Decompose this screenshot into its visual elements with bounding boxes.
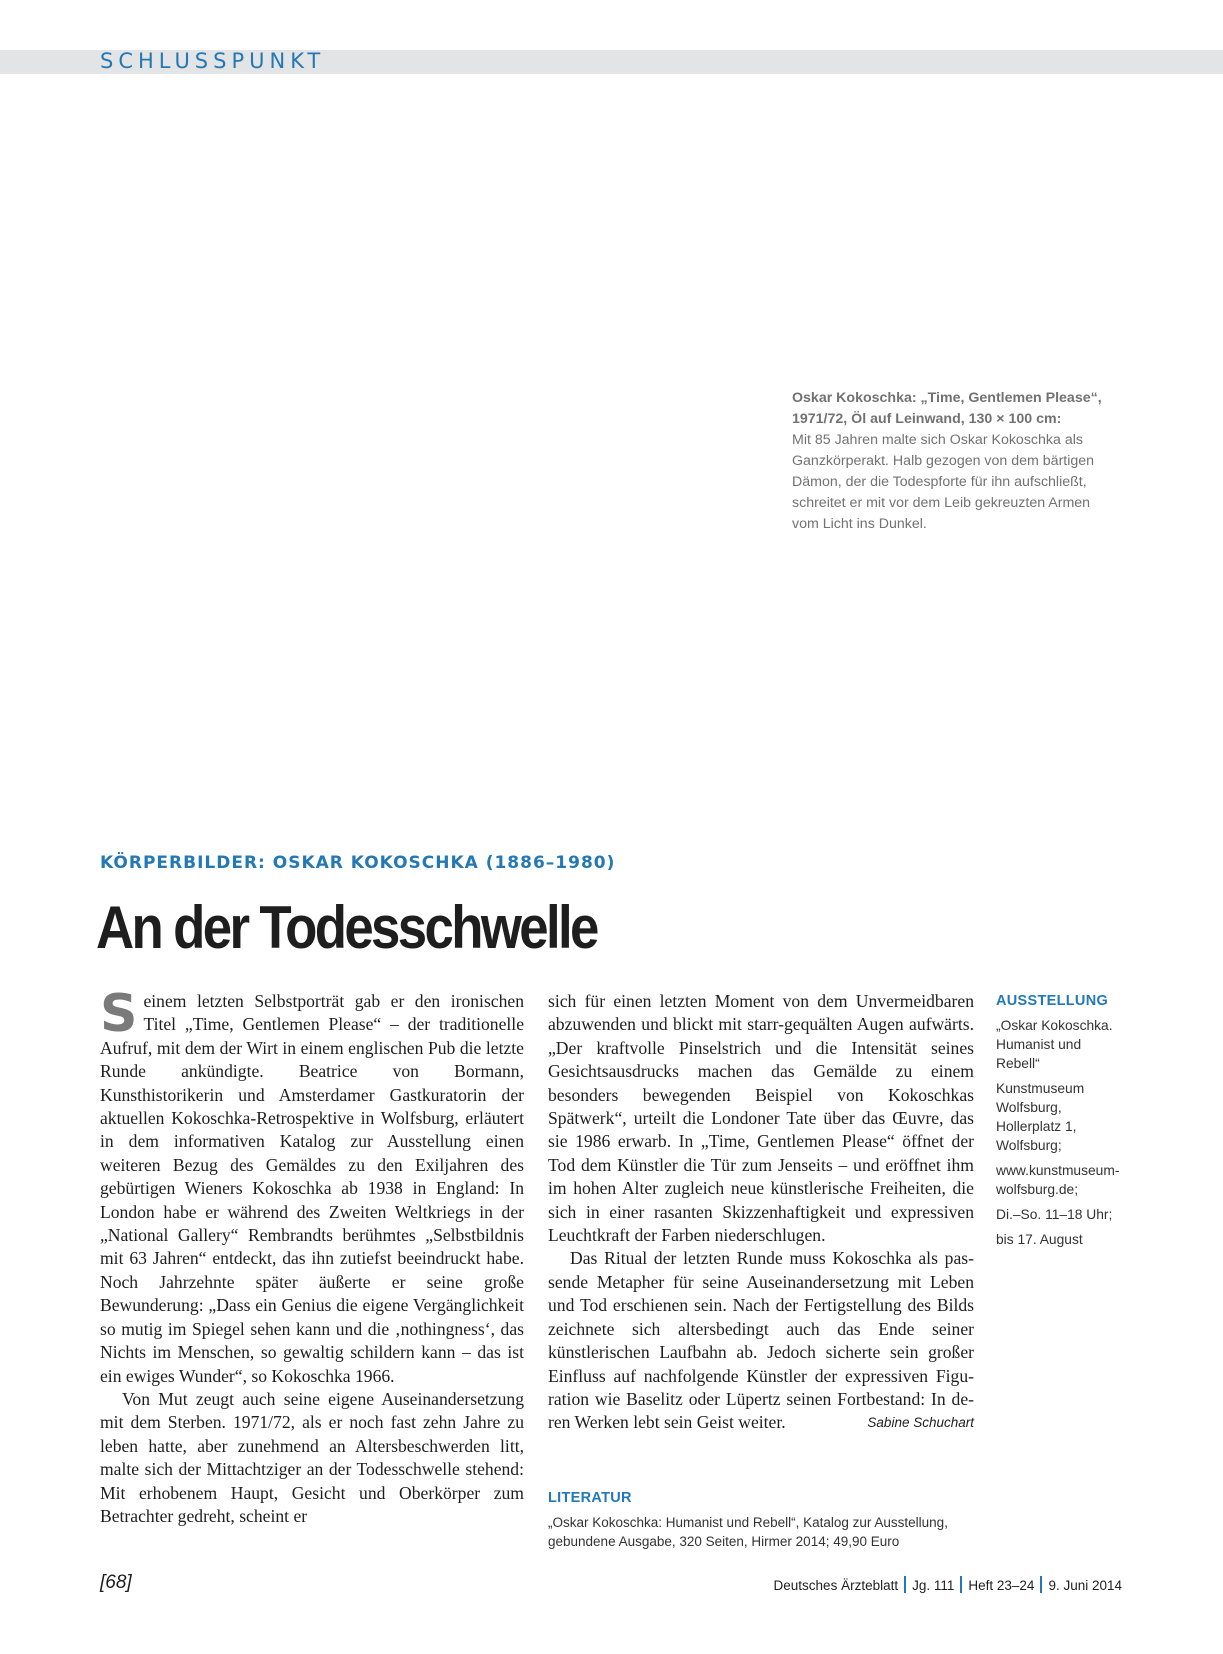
footer-citation bbox=[774, 1576, 1122, 1593]
article-column-2 bbox=[548, 990, 974, 1435]
journal-name: Deutsches Ärzteblatt bbox=[773, 1578, 899, 1593]
exhibition-website: www.kunstmuseum-wolfsburg.de; bbox=[996, 1163, 1120, 1197]
article-headline: An der Todesschwelle bbox=[96, 894, 597, 961]
page-number: [68] bbox=[100, 1572, 132, 1593]
paragraph-text: einem letzten Selbstporträt gab er den ironischen Titel „Time, Gentlemen Please“ – der traditionelle Aufruf, mit dem der Wirt in einem englischen Pub die letzte Runde ankündigte. Beatrice von Bormann, Kunsthistorikerin und Amsterdamer Gastkuratorin der aktuellen Kokoschka-Retrospektive in Wolfsburg, erläutert in dem informativen Katalog zur Ausstellung einen weiteren Bezug des Gemäldes zu den Exiljahren des gebürtigen Wieners Kokoschka ab 1938 in England: In London habe er während des Zweiten Weltkriegs in der „National Gallery“ Rembrandts berühmtes „Selbstbildnis mit 63 Jahren“ entdeckt, das ihn zutiefst beeindruckt habe. Noch Jahrzehnte später äußerte er seine große Bewunderung: „Dass ein Genius die eigene Vergänglichkeit so mutig im Spiegel sehen kann und die ‚nothingness‘, das Nichts im Menschen, so gewaltig schildern kann – das ist ein ewiges Wunder“, so Kokoschka 1966. bbox=[100, 991, 524, 1386]
caption-text: Mit 85 Jahren malte sich Oskar Kokoschka als Ganzkörperakt. Halb gezogen von dem bärtigen Dämon, der die Todespforte für ihn aufschließt, schreitet er mit vor dem Leib gekreuzten Armen vom Licht ins Dunkel. bbox=[792, 432, 1095, 532]
image-caption bbox=[792, 388, 1112, 535]
exhibition-end-date: bis 17. August bbox=[996, 1232, 1083, 1247]
paragraph-text: Das Ritual der letzten Runde muss Kokoschka als passende Metapher für seine Auseinandersetzung mit Leben und Tod erschienen sein. Nach der Fertigstellung des Bilds zeichnete sich altersbedingt auch das Ende seiner künstlerischen Laufbahn ab. Jedoch sicherte sein großer Einfluss auf nachfolgende Künstler der expressiven Figuration wie Baselitz oder Lüpertz seinen Fortbestand: In deren Werken lebt sein Geist weiter. bbox=[548, 1248, 974, 1433]
journal-volume: Jg. 111 bbox=[912, 1578, 955, 1593]
section-label: SCHLUSSPUNKT bbox=[100, 49, 326, 73]
footer-separator bbox=[960, 1576, 962, 1593]
journal-issue: Heft 23–24 bbox=[968, 1578, 1035, 1593]
article-column-1 bbox=[100, 984, 524, 1528]
article-paragraph: Von Mut zeugt auch seine eigene Auseinandersetzung mit dem Sterben. 1971/72, als er noch fast zehn Jahre zu leben hatte, aber zunehmend an Altersbeschwerden litt, malte sich der Mittachtziger an der Todesschwelle stehend: Mit erhobenem Haupt, Gesicht und Oberkörper zum Betrachter gedreht, scheint er bbox=[100, 1388, 524, 1526]
article-paragraph bbox=[548, 1247, 974, 1434]
exhibition-venue: Kunstmuseum Wolfsburg, Hollerplatz 1, Wolfsburg; bbox=[996, 1081, 1085, 1153]
journal-date: 9. Juni 2014 bbox=[1048, 1578, 1122, 1593]
article-kicker: KÖRPERBILDER: OSKAR KOKOSCHKA (1886–1980) bbox=[100, 853, 616, 873]
exhibition-hours: Di.–So. 11–18 Uhr; bbox=[996, 1207, 1113, 1222]
footer-separator bbox=[1040, 1576, 1042, 1593]
literature-heading: LITERATUR bbox=[548, 1490, 632, 1506]
exhibition-heading: AUSSTELLUNG bbox=[996, 993, 1109, 1009]
drop-cap: S bbox=[100, 984, 138, 1044]
author-signature: Sabine Schuchart bbox=[867, 1415, 974, 1431]
footer-separator bbox=[904, 1576, 906, 1593]
article-paragraph: sich für einen letzten Moment von dem Unvermeidbaren abzuwenden und blickt mit starr-gequälten Augen aufwärts. „Der kraftvolle Pinselstrich und die Intensität seines Gesichtsausdrucks machen das Gemälde zu einem besonders bewegenden Beispiel von Kokoschkas Spätwerk“, urteilt die Londoner Tate über das Œuvre, das sie 1986 erwarb. In „Time, Gentlemen Please“ öffnet der Tod dem Künstler die Tür zum Jenseits – und eröffnet ihm im hohen Alter zugleich neue künstlerische Freiheiten, die sich in einer rasanten Skizzenhaftigkeit und expressiven Leuchtkraft der Farben niederschlugen. bbox=[548, 991, 974, 1246]
article-paragraph bbox=[100, 984, 524, 1388]
literature-text: „Oskar Kokoschka: Humanist und Rebell“, Katalog zur Ausstellung, gebundene Ausgabe, 320 Seiten, Hirmer 2014; 49,90 Euro bbox=[548, 1515, 948, 1549]
exhibition-info bbox=[996, 1016, 1124, 1255]
exhibition-title: „Oskar Kokoschka. Humanist und Rebell“ bbox=[996, 1018, 1113, 1071]
caption-title: Oskar Kokoschka: „Time, Gentlemen Please“, 1971/72, Öl auf Leinwand, 130 × 100 cm: bbox=[792, 390, 1102, 427]
